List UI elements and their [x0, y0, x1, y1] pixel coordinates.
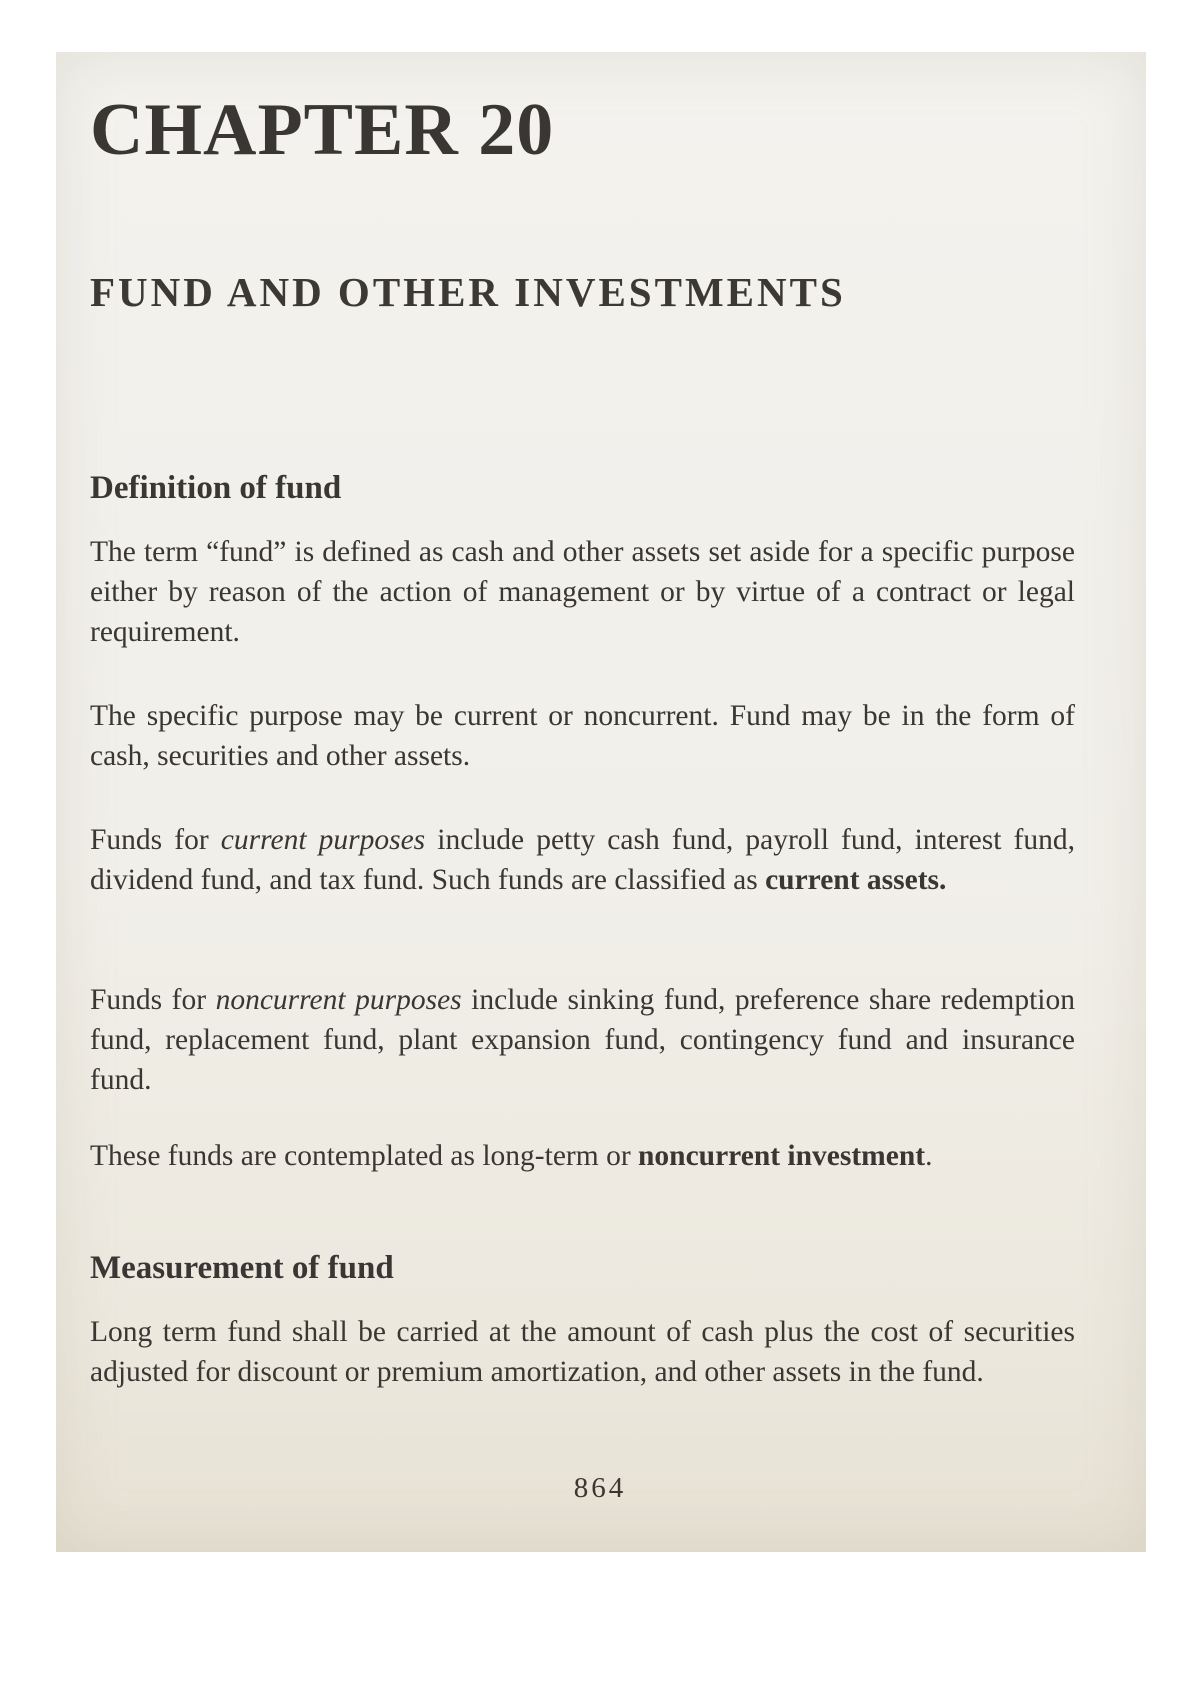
text-segment: Funds for [90, 984, 216, 1016]
emphasis-noncurrent-purposes: noncurrent purposes [215, 984, 462, 1016]
chapter-title: FUND AND OTHER INVESTMENTS [90, 269, 846, 315]
page-number: 864 [573, 1472, 627, 1504]
paragraph-noncurrent-purposes [90, 980, 1075, 1100]
paragraph-fund-definition: The term “fund” is defined as cash and other assets set aside for a specific purpose either by reason of the action of management or by virtue of a contract or legal requirement. [90, 536, 1075, 648]
chapter-label: CHAPTER 20 [90, 89, 555, 171]
strong-noncurrent-investment: noncurrent investment [638, 1140, 926, 1172]
paragraph-long-term [90, 1136, 1075, 1176]
paragraph-current-purposes [90, 820, 1075, 900]
text-segment: include sinking fund, preference share redemption fund, replacement fund, plant expansion fund, contingency fund and insurance fund. [90, 984, 1075, 1096]
emphasis-current-purposes: current purposes [220, 824, 426, 856]
text-segment: . [925, 1140, 933, 1172]
paragraph-specific-purpose: The specific purpose may be current or noncurrent. Fund may be in the form of cash, securities and other assets. [90, 700, 1075, 772]
strong-current-assets: current assets. [765, 864, 947, 896]
text-segment: These funds are contemplated as long-term or [90, 1140, 639, 1172]
section-heading-definition: Definition of fund [90, 470, 342, 506]
section-heading-measurement: Measurement of fund [90, 1250, 394, 1286]
text-segment: include petty cash fund, payroll fund, interest fund, dividend fund, and tax fund. Such funds are classified as [90, 824, 1076, 896]
text-segment: Funds for [90, 824, 221, 856]
paragraph-measurement: Long term fund shall be carried at the amount of cash plus the cost of securities adjusted for discount or premium amortization, and other assets in the fund. [90, 1316, 1075, 1388]
